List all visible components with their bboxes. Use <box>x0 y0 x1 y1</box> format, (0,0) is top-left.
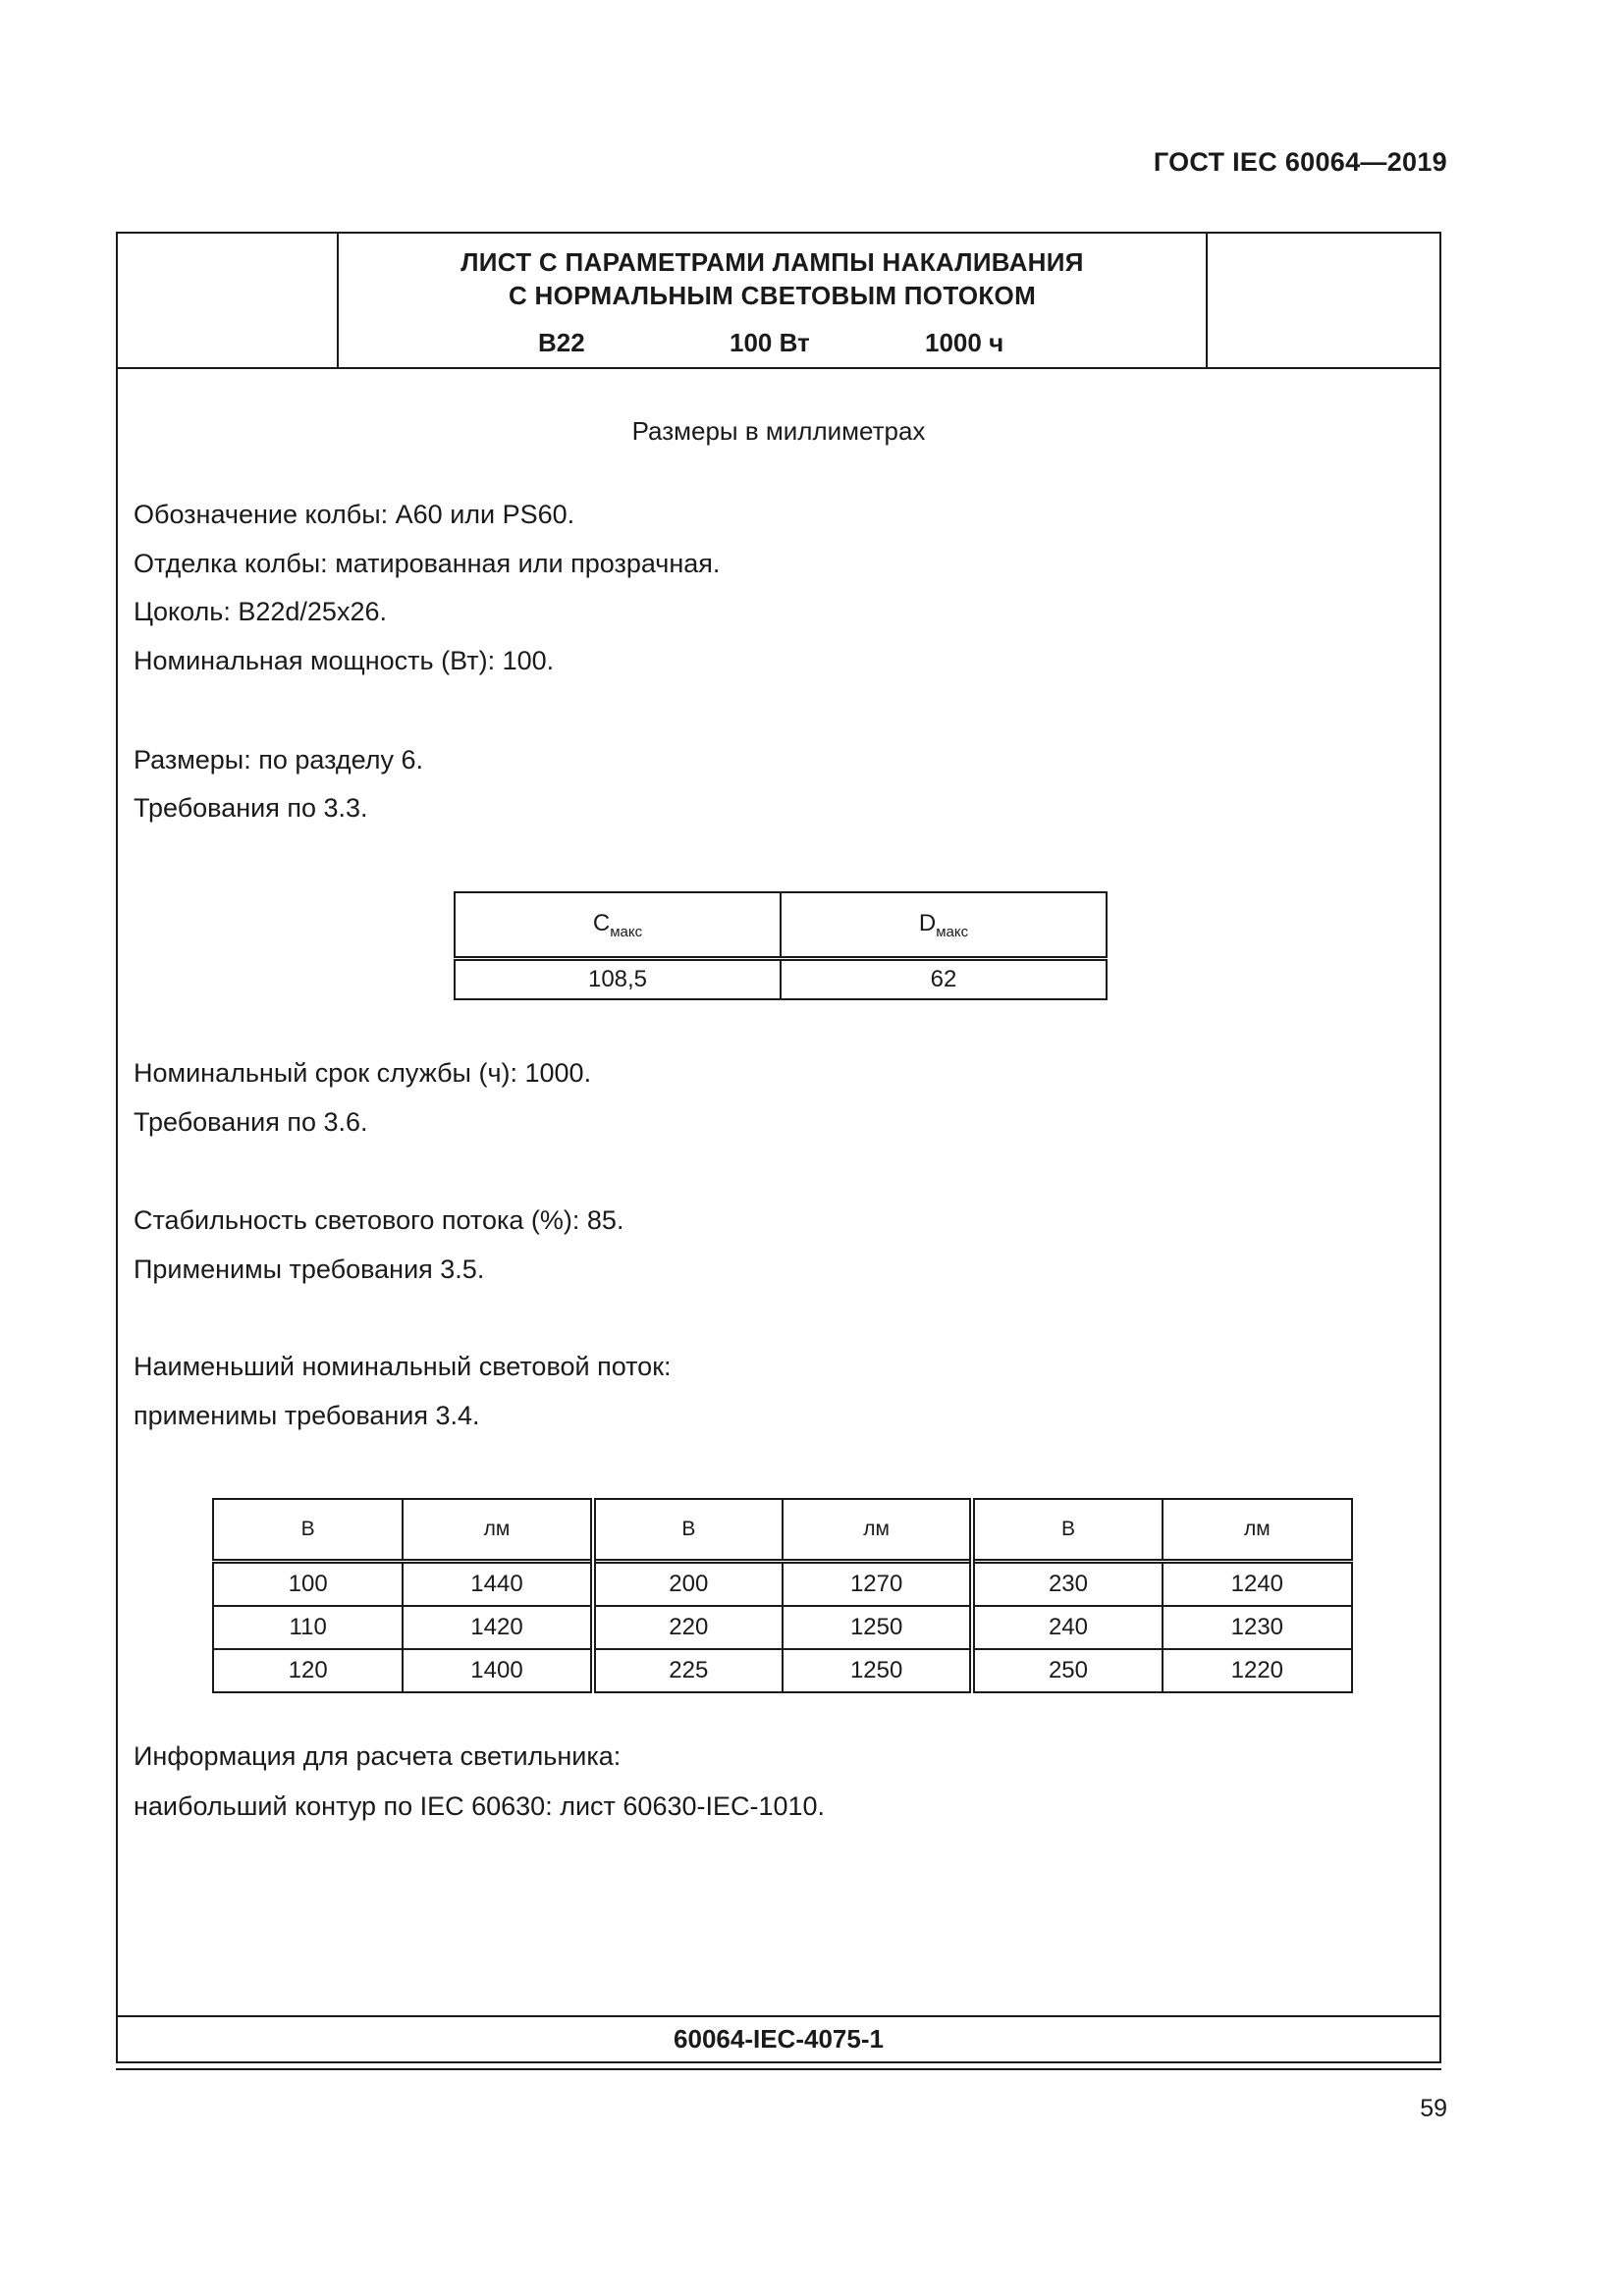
cell: 200 <box>593 1562 783 1607</box>
min-flux: Наименьший номинальный световой поток: <box>134 1352 672 1381</box>
dimensions-ref: Размеры: по разделу 6. <box>134 745 424 774</box>
sheet-title-line-2: С НОРМАЛЬНЫМ СВЕТОВЫМ ПОТОКОМ <box>508 281 1037 310</box>
dims-value-row <box>455 959 1107 1000</box>
header-right-cell <box>1206 234 1439 367</box>
header-lumens: лм <box>1163 1499 1352 1562</box>
requirements-3-6: Требования по 3.6. <box>134 1107 368 1137</box>
units-note: Размеры в миллиметрах <box>631 416 926 446</box>
table-row <box>213 1562 1352 1607</box>
max-outline: наибольший контур по IEC 60630: лист 60630-IEC-1010. <box>134 1791 826 1821</box>
param-power: 100 Вт <box>730 328 810 357</box>
requirements-3-5: Применимы требования 3.5. <box>134 1255 485 1284</box>
bulb-designation: Обозначение колбы: А60 или PS60. <box>134 500 575 529</box>
cell: 1230 <box>1163 1606 1352 1649</box>
document-code: ГОСТ IEC 60064—2019 <box>1153 147 1447 177</box>
cell: 240 <box>972 1606 1162 1649</box>
requirements-3-4: применимы требования 3.4. <box>134 1401 480 1430</box>
page-number: 59 <box>1420 2095 1447 2122</box>
frame-double-rule <box>116 2068 1441 2070</box>
header-lumens: лм <box>403 1499 592 1562</box>
luminous-flux-table <box>212 1498 1353 1693</box>
requirements-3-3: Требования по 3.3. <box>134 793 368 823</box>
dimensions-table <box>454 891 1108 1000</box>
cell: 230 <box>972 1562 1162 1607</box>
luminaire-info: Информация для расчета светильника: <box>134 1741 622 1771</box>
cell: 120 <box>213 1649 403 1692</box>
sheet-header <box>118 234 1439 369</box>
cell: 1420 <box>403 1606 592 1649</box>
header-volts: В <box>593 1499 783 1562</box>
c-max-header: $C_{макс}$ <box>455 892 781 959</box>
cell: 1250 <box>783 1606 972 1649</box>
param-cap: B22 <box>538 328 585 357</box>
cell: 110 <box>213 1606 403 1649</box>
cell: 100 <box>213 1562 403 1607</box>
sheet-code: 60064-IEC-4075-1 <box>118 2015 1439 2061</box>
header-volts: В <box>213 1499 403 1562</box>
cell: 1270 <box>783 1562 972 1607</box>
cell: 1400 <box>403 1649 592 1692</box>
rated-power: Номинальная мощность (Вт): 100. <box>134 646 555 675</box>
dims-header-row <box>455 892 1107 959</box>
header-volts: В <box>972 1499 1162 1562</box>
cell: 1440 <box>403 1562 592 1607</box>
d-max-header: $D_{макс}$ <box>781 892 1107 959</box>
lumen-maintenance: Стабильность светового потока (%): 85. <box>134 1205 624 1235</box>
cell: 1240 <box>1163 1562 1352 1607</box>
table-row <box>213 1649 1352 1692</box>
cell: 1220 <box>1163 1649 1352 1692</box>
param-life: 1000 ч <box>925 328 1004 357</box>
c-max-value: 108,5 <box>455 959 781 1000</box>
header-lumens: лм <box>783 1499 972 1562</box>
sheet-title-line-1: ЛИСТ С ПАРАМЕТРАМИ ЛАМПЫ НАКАЛИВАНИЯ <box>460 247 1084 277</box>
d-max-value: 62 <box>781 959 1107 1000</box>
cell: 225 <box>593 1649 783 1692</box>
cell: 1250 <box>783 1649 972 1692</box>
data-sheet-frame <box>116 232 1441 2063</box>
rated-life: Номинальный срок службы (ч): 1000. <box>134 1058 592 1088</box>
flux-header-row <box>213 1499 1352 1562</box>
header-left-cell <box>118 234 339 367</box>
header-title-cell <box>339 234 1206 367</box>
cap-spec: Цоколь: B22d/25x26. <box>134 597 387 626</box>
table-row <box>213 1606 1352 1649</box>
lamp-params <box>339 328 1206 361</box>
cell: 250 <box>972 1649 1162 1692</box>
cell: 220 <box>593 1606 783 1649</box>
bulb-finish: Отделка колбы: матированная или прозрачная. <box>134 549 721 578</box>
